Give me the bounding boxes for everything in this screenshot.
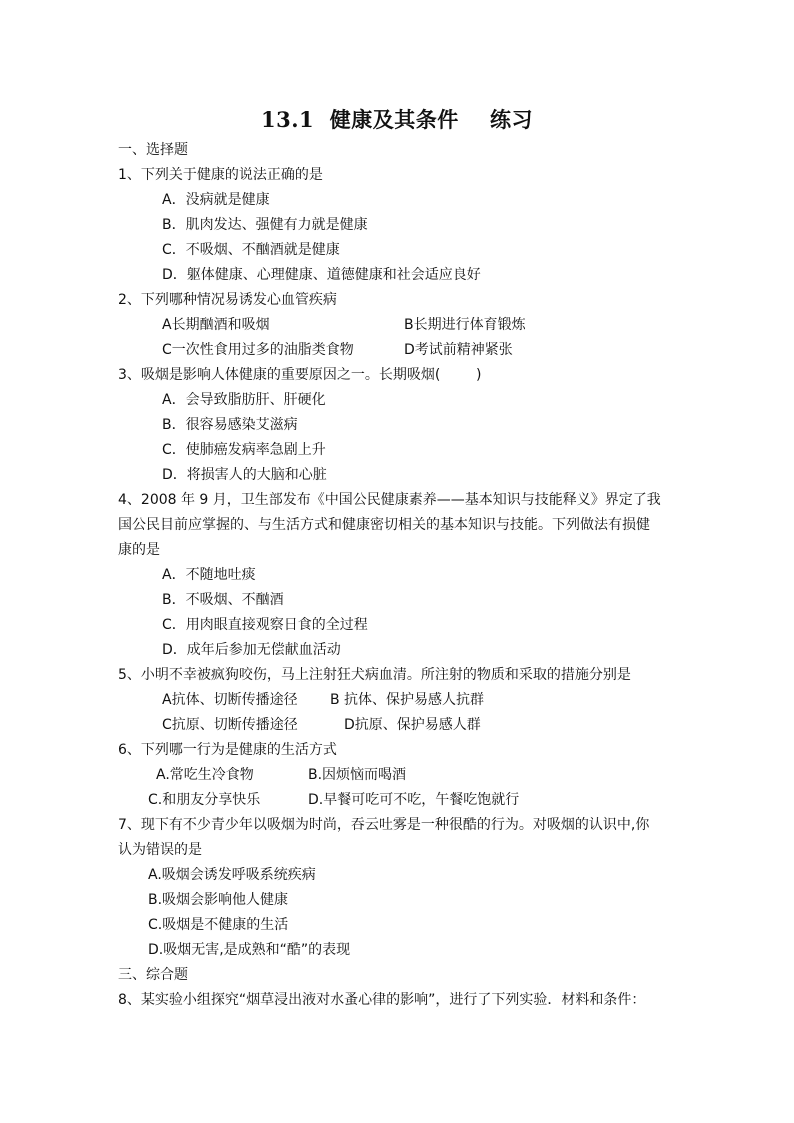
question-3-option-d: D．将损害人的大脑和心脏 (162, 467, 327, 483)
question-1-option-a: A．没病就是健康 (162, 192, 270, 208)
question-4-option-b: B．不吸烟、不酗酒 (162, 592, 284, 608)
question-7-stem-line-1: 7、现下有不少青少年以吸烟为时尚，吞云吐雾是一种很酷的行为。对吸烟的认识中,你 (118, 817, 650, 833)
question-1-option-d: D．躯体健康、心理健康、道德健康和社会适应良好 (162, 267, 481, 283)
section-heading-comprehensive: 三、综合题 (118, 967, 188, 983)
question-1-option-b: B．肌肉发达、强健有力就是健康 (162, 217, 368, 233)
question-4-stem-line-3: 康的是 (118, 542, 160, 558)
question-7-stem-line-2: 认为错误的是 (118, 842, 202, 858)
question-6-option-b: B.因烦恼而喝酒 (308, 767, 407, 783)
question-2-option-a: A长期酗酒和吸烟 (162, 317, 270, 333)
question-5-option-c: C抗原、切断传播途径 (162, 717, 298, 733)
question-3-option-b: B．很容易感染艾滋病 (162, 417, 298, 433)
question-1-stem: 1、下列关于健康的说法正确的是 (118, 167, 323, 183)
section-heading-choice: 一、选择题 (118, 142, 188, 158)
question-5-stem: 5、小明不幸被疯狗咬伤，马上注射狂犬病血清。所注射的物质和采取的措施分别是 (118, 667, 631, 683)
question-7-option-b: B.吸烟会影响他人健康 (148, 892, 289, 908)
question-6-stem: 6、下列哪一行为是健康的生活方式 (118, 742, 337, 758)
question-4-option-d: D．成年后参加无偿献血活动 (162, 642, 341, 658)
question-2-option-b: B长期进行体育锻炼 (404, 317, 526, 333)
question-1-option-c: C．不吸烟、不酗酒就是健康 (162, 242, 340, 258)
question-2-stem: 2、下列哪种情况易诱发心血管疾病 (118, 292, 337, 308)
question-4-stem-line-1: 4、2008 年 9 月，卫生部发布《中国公民健康素养——基本知识与技能释义》界定了我 (118, 492, 661, 508)
question-2-option-c: C一次性食用过多的油脂类食物 (162, 342, 354, 358)
question-3-option-c: C．使肺癌发病率急剧上升 (162, 442, 326, 458)
question-7-option-a: A.吸烟会诱发呼吸系统疾病 (148, 867, 316, 883)
question-8-stem: 8、某实验小组探究“烟草浸出液对水蚤心律的影响”，进行了下列实验．材料和条件： (118, 992, 646, 1008)
question-5-option-b: B 抗体、保护易感人抗群 (330, 692, 485, 708)
question-5-option-a: A抗体、切断传播途径 (162, 692, 298, 708)
page-title: 13.1 健康及其条件 练习 (260, 107, 533, 132)
question-5-option-d: D抗原、保护易感人群 (344, 717, 481, 733)
question-4-option-c: C．用肉眼直接观察日食的全过程 (162, 617, 368, 633)
question-7-option-c: C.吸烟是不健康的生活 (148, 917, 289, 933)
question-3-option-a: A．会导致脂肪肝、肝硬化 (162, 392, 326, 408)
question-4-option-a: A．不随地吐痰 (162, 567, 256, 583)
question-2-option-d: D考试前精神紧张 (404, 342, 513, 358)
question-7-option-d: D.吸烟无害,是成熟和“酷”的表现 (148, 942, 351, 958)
question-6-option-d: D.早餐可吃可不吃，午餐吃饱就行 (308, 792, 520, 808)
question-4-stem-line-2: 国公民目前应掌握的、与生活方式和健康密切相关的基本知识与技能。下列做法有损健 (118, 517, 650, 533)
question-6-option-a: A.常吃生冷食物 (156, 767, 254, 783)
question-3-stem: 3、吸烟是影响人体健康的重要原因之一。长期吸烟( ) (118, 367, 482, 383)
question-6-option-c: C.和朋友分享快乐 (148, 792, 261, 808)
